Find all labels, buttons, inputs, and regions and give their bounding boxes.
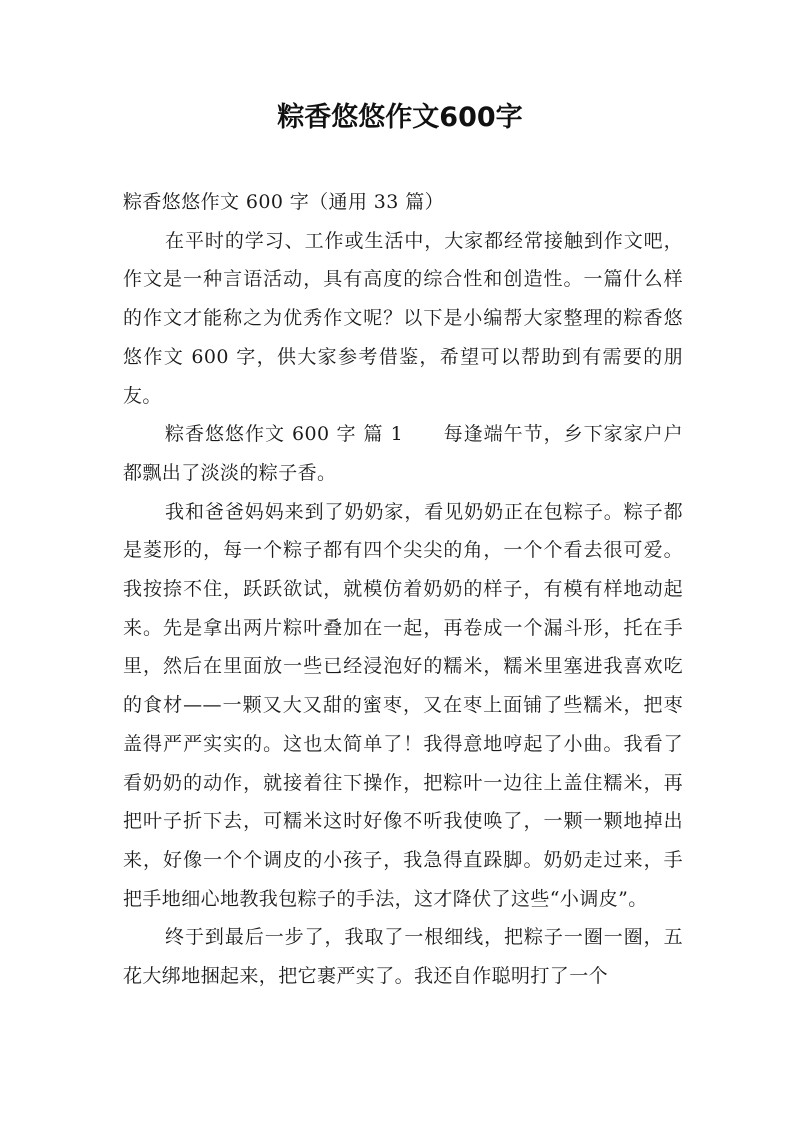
paragraph-final-step: 终于到最后一步了，我取了一根细线，把粽子一圈一圈，五花大绑地捆起来，把它裹严实了。我还自作聪明打了一个: [123, 926, 683, 988]
paragraph-essay-heading: 粽香悠悠作文 600 字 篇 1 每逢端午节，乡下家家户户都飘出了淡淡的粽子香。: [123, 423, 683, 484]
document-title: 粽香悠悠作文600字: [277, 102, 523, 133]
paragraph-making-zongzi: 我和爸爸妈妈来到了奶奶家，看见奶奶正在包粽子。粽子都是菱形的，每一个粽子都有四个尖尖的角，一个个看去很可爱。我按捺不住，跃跃欲试，就模仿着奶奶的样子，有模有样地动起来。先是拿出两片粽叶叠加在一起，再卷成一个漏斗形，托在手里，然后在里面放一些已经浸泡好的糯米，糯米里塞进我喜欢吃的食材——一颗又大又甜的蜜枣，又在枣上面铺了些糯米，把枣盖得严严实实的。这也太简单了！我得意地哼起了小曲。我看了看奶奶的动作，就接着往下操作，把粽叶一边往上盖住糯米，再把叶子折下去，可糯米这时好像不听我使唤了，一颗一颗地掉出来，好像一个个调皮的小孩子，我急得直跺脚。奶奶走过来，手把手地细心地教我包粽子的手法，这才降伏了这些“小调皮”。: [123, 500, 683, 910]
paragraph-intro: 在平时的学习、工作或生活中，大家都经常接触到作文吧，作文是一种言语活动，具有高度的综合性和创造性。一篇什么样的作文才能称之为优秀作文呢？以下是小编帮大家整理的粽香悠悠作文 600 字，供大家参考借鉴，希望可以帮助到有需要的朋友。: [123, 229, 683, 407]
document-subtitle: 粽香悠悠作文 600 字（通用 33 篇）: [123, 191, 445, 213]
document-body: [123, 183, 683, 996]
